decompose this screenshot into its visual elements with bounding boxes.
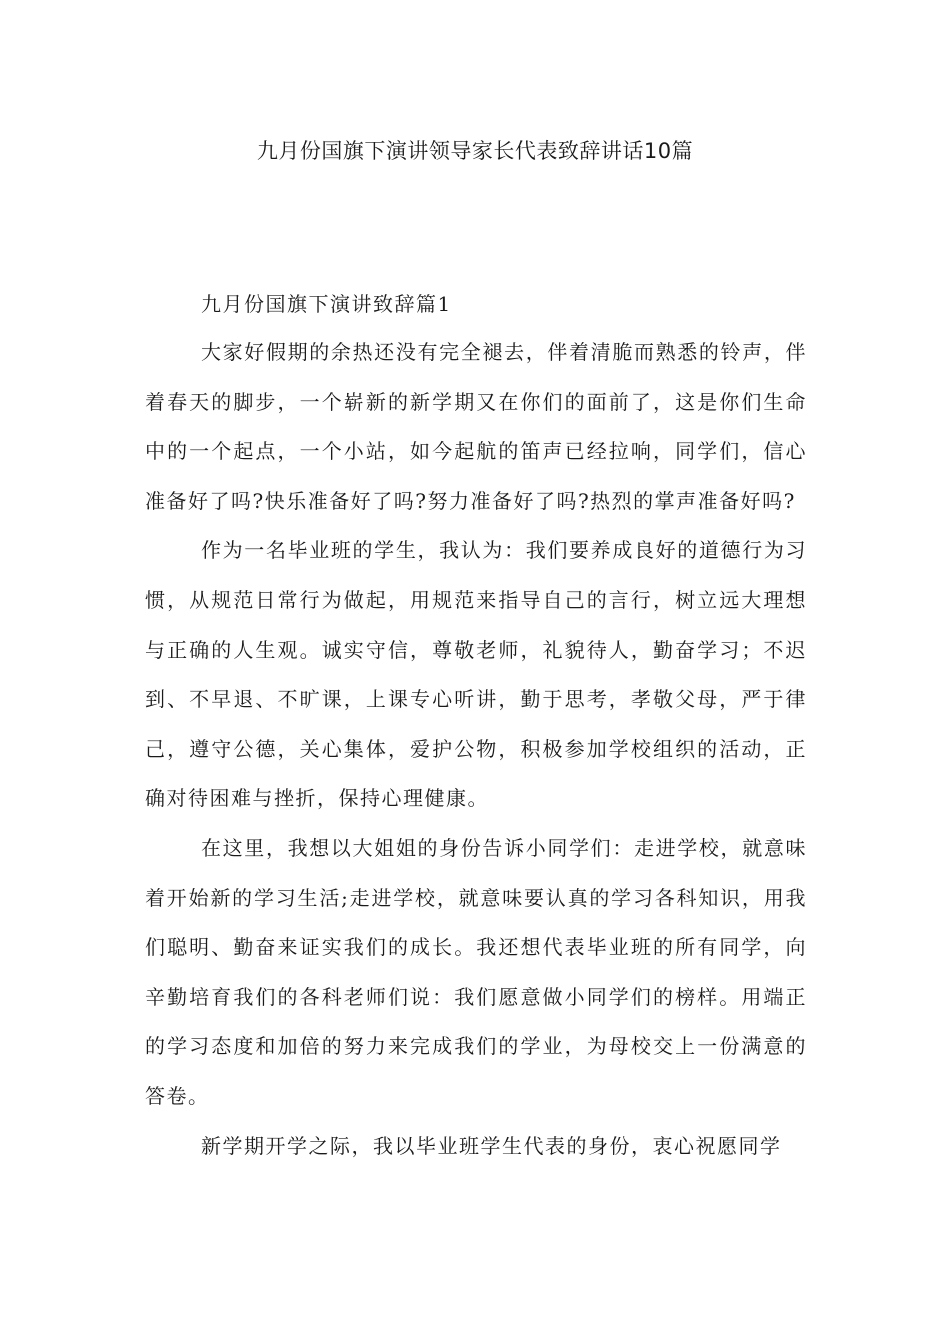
paragraph: 新学期开学之际，我以毕业班学生代表的身份，衷心祝愿同学 — [201, 1133, 782, 1158]
document-body — [145, 288, 807, 1171]
paragraph: 大家好假期的余热还没有完全褪去，伴着清脆而熟悉的铃声，伴着春天的脚步，一个崭新的新学期又在你们的面前了，这是你们生命中的一个起点，一个小站，如今起航的笛声已经拉响，同学们，信心准备好了吗?快乐准备好了吗?努力准备好了吗?热烈的掌声准备好吗? — [145, 340, 807, 513]
document-title: 九月份国旗下演讲领导家长代表致辞讲话10篇 — [256, 139, 694, 163]
paragraph: 在这里，我想以大姐姐的身份告诉小同学们：走进学校，就意味着开始新的学习生活;走进学校，就意味要认真的学习各科知识，用我们聪明、勤奋来证实我们的成长。我还想代表毕业班的所有同学，向辛勤培育我们的各科老师们说：我们愿意做小同学们的榜样。用端正的学习态度和加倍的努力来完成我们的学业，为母校交上一份满意的答卷。 — [145, 835, 807, 1108]
paragraph: 作为一名毕业班的学生，我认为：我们要养成良好的道德行为习惯，从规范日常行为做起，用规范来指导自己的言行，树立远大理想与正确的人生观。诚实守信，尊敬老师，礼貌待人，勤奋学习；不迟到、不早退、不旷课，上课专心听讲，勤于思考，孝敬父母，严于律己，遵守公德，关心集体，爱护公物，积极参加学校组织的活动，正确对待困难与挫折，保持心理健康。 — [145, 538, 807, 811]
section-heading: 九月份国旗下演讲致辞篇1 — [201, 292, 452, 316]
